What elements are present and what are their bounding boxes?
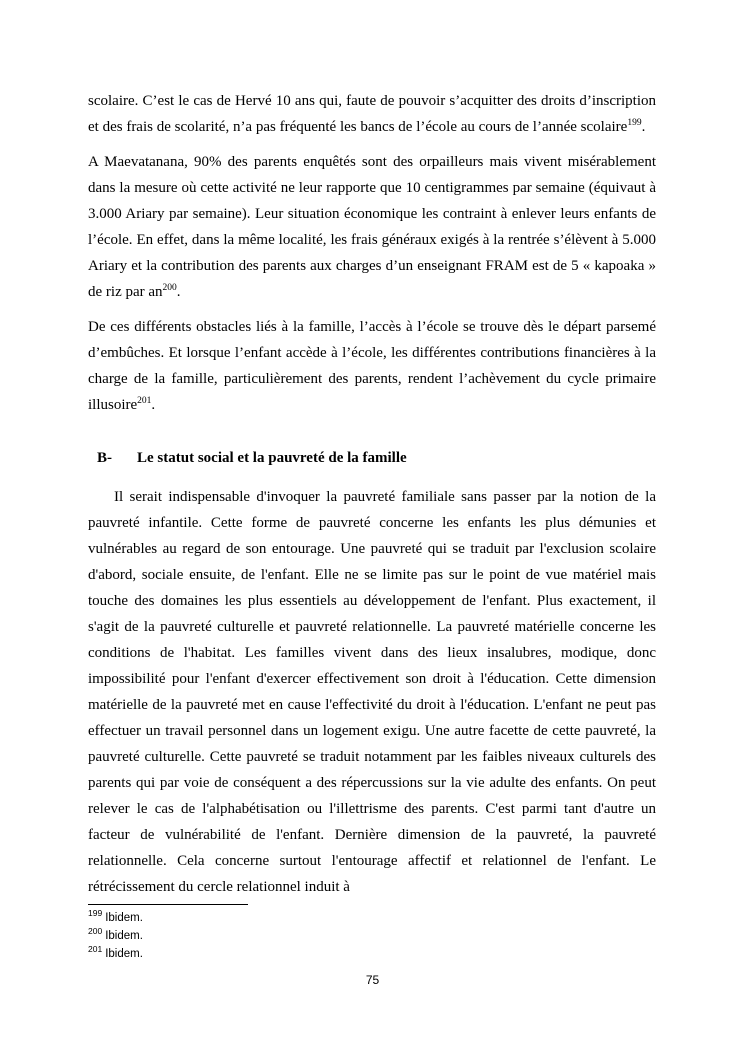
footnote-ref: 201 xyxy=(137,396,152,406)
footnotes xyxy=(88,909,656,963)
footnote: $^{201}$ Ibidem. xyxy=(88,944,143,960)
footnote-number: 199 xyxy=(88,908,103,919)
footnote-number: 201 xyxy=(88,944,103,955)
document-content xyxy=(88,88,656,909)
section-heading-label: B- xyxy=(97,450,112,466)
footnote-ref: 200 xyxy=(162,283,177,293)
section-heading-text: Le statut social et la pauvreté de la famille xyxy=(137,450,407,466)
footnote: $^{200}$ Ibidem. xyxy=(88,926,143,942)
section-heading xyxy=(97,448,656,468)
footnote-ref: 199 xyxy=(627,118,642,128)
footnote: $^{199}$ Ibidem. xyxy=(88,908,143,924)
footnote-separator xyxy=(88,904,248,905)
paragraph: De ces différents obstacles liés à la famille, l’accès à l’école se trouve dès le départ parsemé d’embûches. Et lorsque l’enfant accède à l’école, les différentes contributions financières à la charge de la famille, particulièrement des parents, rendent l’achèvement du cycle primaire illusoire$^{201}$. xyxy=(88,319,656,413)
footnote-number: 200 xyxy=(88,926,103,937)
paragraph: Il serait indispensable d'invoquer la pauvreté familiale sans passer par la notion de la pauvreté infantile. Cette forme de pauvreté concerne les enfants les plus démunies et vulnérables au regard de son entourage. Une pauvreté qui se traduit par l'exclusion scolaire d'abord, sociale ensuite, de l'enfant. Elle ne se limite pas sur le point de vue matériel mais touche des domaines les plus essentiels au développement de l'enfant. Plus exactement, il s'agit de la pauvreté culturelle et pauvreté relationnelle. La pauvreté matérielle concerne les conditions de l'habitat. Les familles vivent dans des lieux insalubres, modique, donc impossibilité pour l'enfant d'exercer effectivement son droit à l'éducation. Cette dimension matérielle de la pauvreté met en cause l'effectivité du droit à l'éducation. L'enfant ne peut pas effectuer un travail personnel dans un logement exigu. Une autre facette de cette pauvreté, la pauvreté culturelle. Cette pauvreté se traduit notamment par les faibles niveaux culturels des parents qui par voie de conséquent a des répercussions sur la vie adulte des enfants. On peut relever le cas de l'alphabétisation ou l'illettrisme des parents. C'est parmi tant d'autre un facteur de vulnérabilité de l'enfant. Dernière dimension de la pauvreté, la pauvreté relationnelle. Cela concerne surtout l'entourage affectif et relationnel de l'enfant. Le rétrécissement du cercle relationnel induit à xyxy=(88,489,656,895)
paragraph: A Maevatanana, 90% des parents enquêtés sont des orpailleurs mais vivent misérablement dans la mesure où cette activité ne leur rapporte que 10 centigrammes par semaine (équivaut à 3.000 Ariary par semaine). Leur situation économique les contraint à enlever leurs enfants de l’école. En effet, dans la même localité, les frais généraux exigés à la rentrée s’élèvent à 5.000 Ariary et la contribution des parents aux charges d’un enseignant FRAM est de 5 « kapoaka » de riz par $an^{200}$. xyxy=(88,154,656,300)
page-number: 75 xyxy=(365,973,380,987)
paragraph: scolaire. C’est le cas de Hervé 10 ans qui, faute de pouvoir s’acquitter des droits d’inscription et des frais de scolarité, n’a pas fréquenté les bancs de l’école au cours de l’année scolaire$^{199}$. xyxy=(88,93,656,135)
